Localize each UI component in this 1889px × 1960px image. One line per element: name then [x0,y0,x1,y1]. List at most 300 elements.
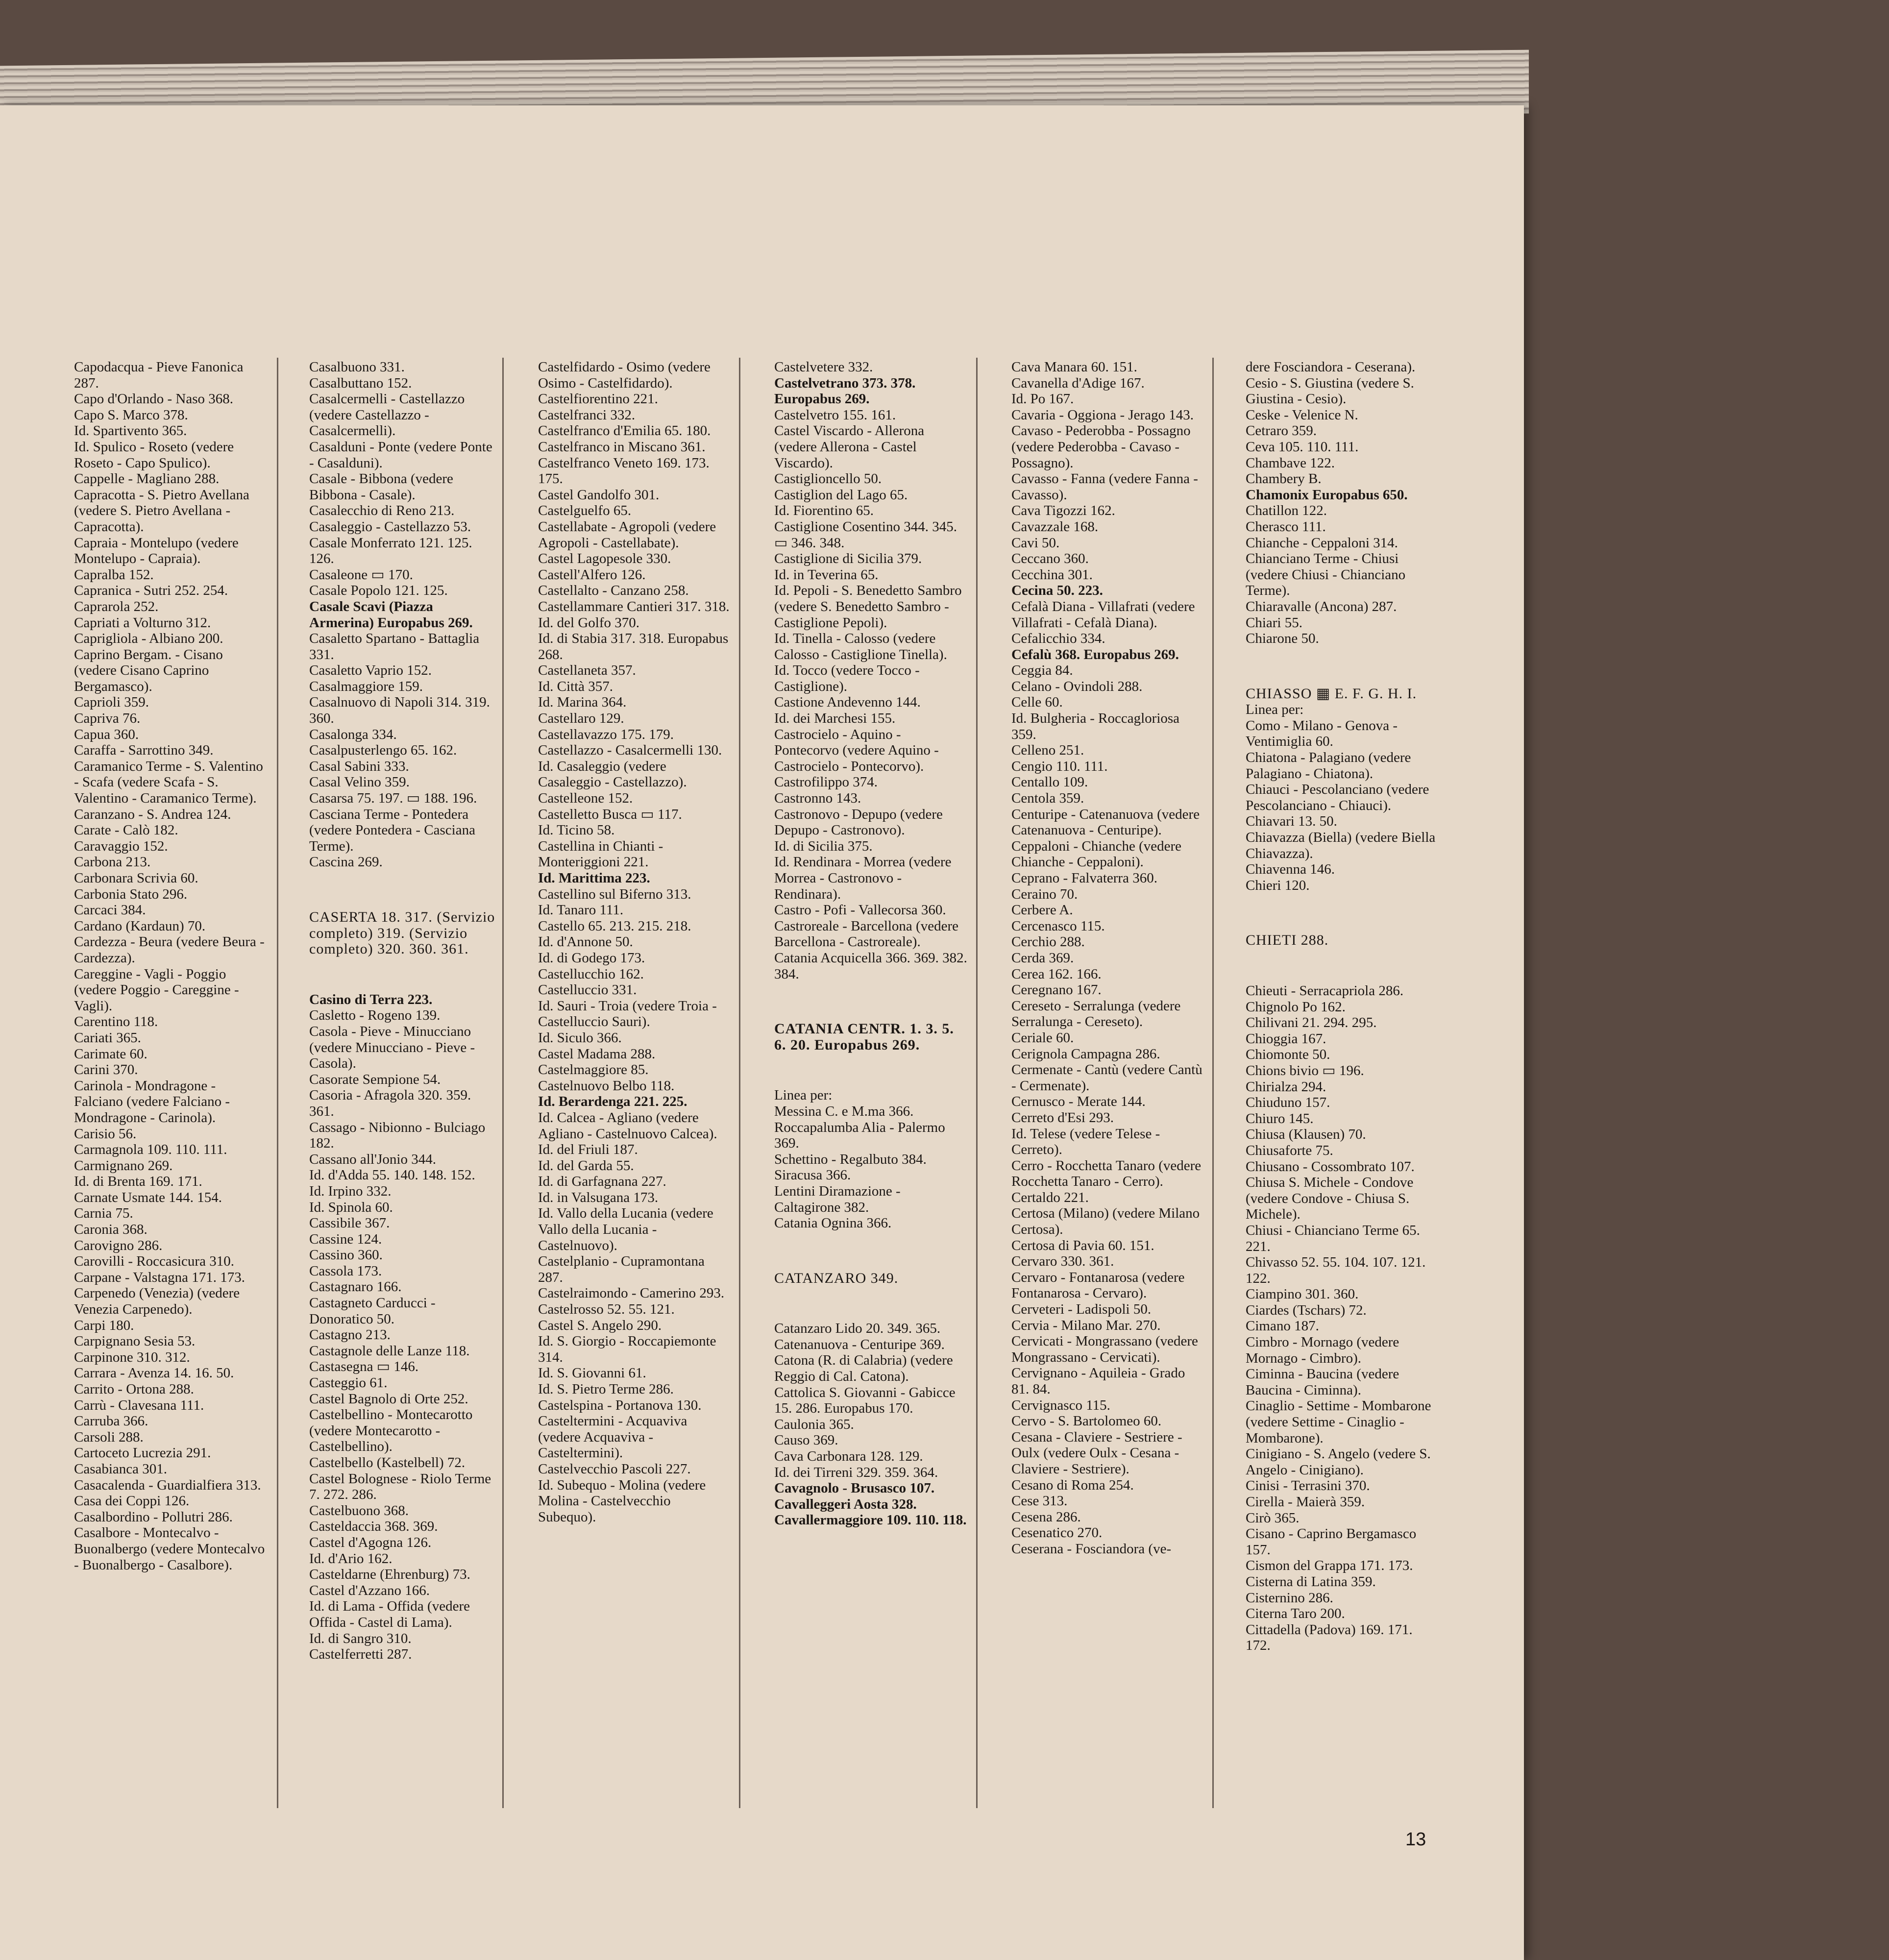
index-entry: Castelferretti 287. [309,1646,412,1663]
index-entry: Id. di Stabia 317. 318. Europabus 268. [538,631,729,662]
index-column-4 [752,359,967,1528]
section-heading: CASERTA 18. 317. (Servizio completo) 319. (Servizio completo) 320. 360. 361. [309,909,495,957]
index-entry: Id. d'Ario 162. [309,1550,393,1567]
index-entry: Chiavenna 146. [1246,861,1335,878]
index-entry: Chivasso 52. 55. 104. 107. 121. 122. [1246,1254,1426,1286]
index-entry: Ceva 105. 110. 111. [1246,439,1359,455]
index-entry: Casalonga 334. [309,726,397,742]
index-entry: Cetraro 359. [1246,423,1317,439]
index-entry: Id. Calcea - Agliano (vedere Agliano - Castelnuovo Calcea). [538,1109,717,1142]
index-entry: Id. S. Giorgio - Roccapiemonte 314. [538,1333,716,1365]
index-entry: Caprarola 252. [74,598,159,614]
section-gap [287,957,496,992]
directory-page [0,105,1524,1960]
index-entry: Centuripe - Catenanuova (vedere Catenanuova - Centuripe). [1011,806,1200,838]
index-entry: Causo 369. [774,1432,838,1448]
index-entry: Cesena 286. [1011,1509,1081,1525]
index-entry: Capracotta - S. Pietro Avellana (vedere S. Pietro Avellana - Capracotta). [74,487,249,535]
index-entry: Id. Tocco (vedere Tocco - Castiglione). [774,662,920,694]
index-entry: Cerchio 288. [1011,934,1085,950]
index-entry: Capraia - Montelupo (vedere Montelupo - Capraia). [74,535,239,567]
index-entry: Castell'Alfero 126. [538,566,646,583]
index-entry: Castel Bolognese - Riolo Terme 7. 272. 286. [309,1470,491,1503]
index-entry: Casarsa 75. 197. ▭ 188. 196. [309,790,477,807]
index-entry: Caulonia 365. [774,1416,854,1432]
index-entry: Cassano all'Jonio 344. [309,1151,436,1167]
index-entry: Id. S. Pietro Terme 286. [538,1381,674,1397]
index-entry: Castellaro 129. [538,710,624,727]
index-entry: Chieuti - Serracapriola 286. [1246,983,1404,999]
index-entry: Cervia - Milano Mar. 270. [1011,1317,1161,1333]
index-entry: Castelfranco in Miscano 361. [538,439,706,455]
index-entry: Cavi 50. [1011,535,1060,551]
index-entry: Castiglioncello 50. [774,471,882,487]
index-entry: Castello 65. 213. 215. 218. [538,918,691,934]
section-gap [752,1286,967,1321]
index-entry: Castel Madama 288. [538,1046,656,1062]
index-entry: Siracusa 366. [774,1167,851,1183]
index-entry: Id. Tanaro 111. [538,902,624,918]
index-entry: Chiomonte 50. [1246,1047,1330,1063]
index-entry: Chiavazza (Biella) (vedere Biella Chiavazza). [1246,830,1436,861]
index-entry: Castro - Pofi - Vallecorsa 360. [774,902,946,918]
index-entry: Cefalù 368. Europabus 269. [1011,646,1179,662]
index-entry: Cinigiano - S. Angelo (vedere S. Angelo - Cinigiano). [1246,1446,1431,1478]
index-entry: Id. Casaleggio (vedere Casaleggio - Castellazzo). [538,758,687,790]
index-entry: Cisano - Caprino Bergamasco 157. [1246,1526,1417,1558]
index-entry: Carimate 60. [74,1046,147,1062]
index-entry: Cerea 162. 166. [1011,966,1102,982]
index-entry: Messina C. e M.ma 366. [774,1103,914,1119]
index-entry: Castelfranco d'Emilia 65. 180. [538,423,711,439]
index-entry: Id. Città 357. [538,678,613,694]
index-entry: Lentini Diramazione - Caltagirone 382. [774,1183,901,1215]
index-entry: Chiusa (Klausen) 70. [1246,1127,1366,1143]
index-entry: Capriva 76. [74,710,141,727]
index-entry: Casaletto Spartano - Battaglia 331. [309,631,480,662]
index-entry: Chianciano Terme - Chiusi (vedere Chiusi - Chianciano Terme). [1246,551,1406,599]
index-entry: Castelvetro 155. 161. [774,407,896,423]
index-entry: Cavagnolo - Brusasco 107. [774,1480,935,1496]
index-entry: Castagneto Carducci - Donoratico 50. [309,1295,436,1327]
index-entry: Cernusco - Merate 144. [1011,1094,1146,1110]
index-entry: Id. Sauri - Troia (vedere Troia - Castelluccio Sauri). [538,998,717,1030]
column-divider [502,358,504,1808]
index-entry: Casciana Terme - Pontedera (vedere Pontedera - Casciana Terme). [309,806,475,854]
index-entry: Casaleone ▭ 170. [309,566,413,583]
index-entry: Chiatona - Palagiano (vedere Palagiano - Chiatona). [1246,750,1411,782]
section-gap [1223,647,1440,681]
index-entry: Carate - Calò 182. [74,822,178,838]
index-entry: Castagnaro 166. [309,1279,402,1295]
index-entry: Cefalà Diana - Villafrati (vedere Villafrati - Cefalà Diana). [1011,598,1195,631]
index-entry: Caprioli 359. [74,694,149,710]
index-entry: Cassine 124. [309,1231,382,1247]
index-entry: Casal Velino 359. [309,774,410,790]
index-entry: Catania Ognina 366. [774,1215,892,1231]
index-entry: Certosa di Pavia 60. 151. [1011,1237,1154,1253]
index-entry: Carbona 213. [74,854,151,870]
index-entry: Chiusano - Cossombrato 107. [1246,1158,1415,1175]
index-entry: Id. Spinola 60. [309,1199,393,1215]
index-entry: Chianche - Ceppaloni 314. [1246,535,1398,551]
index-entry: Ceriale 60. [1011,1029,1074,1046]
index-entry: Ceppaloni - Chianche (vedere Chianche - Ceppaloni). [1011,838,1182,870]
index-entry: Castellavazzo 175. 179. [538,726,674,742]
index-entry: Careggine - Vagli - Poggio (vedere Poggio - Careggine - Vagli). [74,966,239,1014]
index-entry: Cavaso - Pederobba - Possagno (vedere Pederobba - Cavaso - Possagno). [1011,423,1191,471]
index-entry: Casabianca 301. [74,1461,168,1477]
index-entry: Centallo 109. [1011,774,1088,790]
index-entry: Castelfiorentino 221. [538,391,658,407]
index-entry: Casale - Bibbona (vedere Bibbona - Casale). [309,471,453,503]
index-entry: Casalnuovo di Napoli 314. 319. 360. [309,694,490,727]
index-entry: Caprino Bergam. - Cisano (vedere Cisano Caprino Bergamasco). [74,646,223,694]
index-entry: Id. S. Giovanni 61. [538,1365,646,1381]
index-entry: Ceraino 70. [1011,886,1078,902]
index-entry: Id. Tinella - Calosso (vedere Calosso - Castiglione Tinella). [774,631,947,662]
index-entry: Castellammare Cantieri 317. 318. [538,598,730,614]
index-entry: dere Fosciandora - Ceserana). [1246,359,1416,375]
index-entry: Como - Milano - Genova - Ventimiglia 60. [1246,717,1398,750]
index-entry: Capranica - Sutri 252. 254. [74,583,228,599]
index-entry: Id. di Sicilia 375. [774,838,873,854]
index-entry: Carpignano Sesia 53. [74,1333,196,1349]
section-gap [1223,949,1440,983]
index-entry: Castel d'Agogna 126. [309,1534,432,1550]
column-divider [976,358,978,1808]
index-entry: Casalbuono 331. [309,359,405,375]
index-entry: Carmagnola 109. 110. 111. [74,1142,227,1158]
index-entry: Id. Berardenga 221. 225. [538,1094,687,1110]
index-entry: Caranzano - S. Andrea 124. [74,806,231,822]
index-entry: Cavazzale 168. [1011,518,1099,535]
index-entry: Castagno 213. [309,1327,391,1343]
index-entry: Casaletto Vaprio 152. [309,662,432,679]
index-entry: Cisterna di Latina 359. [1246,1573,1376,1590]
index-entry: Cimbro - Mornago (vedere Mornago - Cimbro). [1246,1334,1399,1366]
index-entry: Cesana - Claviere - Sestriere - Oulx (vedere Oulx - Cesana - Claviere - Sestriere). [1011,1429,1182,1477]
index-entry: Castiglion del Lago 65. [774,487,908,503]
index-entry: Casale Popolo 121. 125. [309,583,448,599]
index-entry: Chirialza 294. [1246,1078,1326,1095]
index-entry: Ceregnano 167. [1011,982,1102,998]
index-entry: Carisio 56. [74,1126,137,1142]
index-entry: Castel Lagopesole 330. [538,551,671,567]
index-entry: Castel Gandolfo 301. [538,487,660,503]
index-entry: Casteldaccia 368. 369. [309,1519,438,1535]
index-entry: Carrara - Avenza 14. 16. 50. [74,1365,234,1381]
index-entry: Carpenedo (Venezia) (vedere Venezia Carpenedo). [74,1285,240,1318]
index-entry: Id. di Garfagnana 227. [538,1174,666,1190]
index-entry: Id. Pepoli - S. Benedetto Sambro (vedere S. Benedetto Sambro - Castiglione Pepoli). [774,583,962,631]
index-entry: Chioggia 167. [1246,1030,1326,1047]
index-entry: Id. del Garda 55. [538,1157,634,1174]
index-entry: Cava Tigozzi 162. [1011,503,1115,519]
index-entry: Cardano (Kardaun) 70. [74,918,206,934]
section-gap [752,1231,967,1266]
index-entry: Id. di Lama - Offida (vedere Offida - Castel di Lama). [309,1598,470,1630]
index-entry: Cassola 173. [309,1263,382,1279]
index-entry: Id. di Brenta 169. 171. [74,1174,202,1190]
column-divider [739,358,740,1808]
index-entry: Casteltermini - Acquaviva (vedere Acquaviva - Casteltermini). [538,1413,687,1461]
index-entry: Casa dei Coppi 126. [74,1493,190,1509]
index-entry: Carnia 75. [74,1205,133,1222]
index-entry: Cappelle - Magliano 288. [74,471,220,487]
index-entry: Cecchina 301. [1011,566,1093,583]
index-entry: Catenanuova - Centuripe 369. [774,1336,945,1352]
index-entry: Carbonara Scrivia 60. [74,870,198,886]
index-entry: Castelfranco Veneto 169. 173. 175. [538,455,710,487]
index-entry: Cesio - S. Giustina (vedere S. Giustina - Cesio). [1246,375,1414,407]
index-entry: Cardezza - Beura (vedere Beura - Cardezza). [74,934,265,966]
index-entry: Carrù - Clavesana 111. [74,1397,204,1413]
index-entry: Cese 313. [1011,1493,1068,1509]
index-entry: Id. in Teverina 65. [774,566,879,583]
index-entry: Casalcermelli - Castellazzo (vedere Castellazzo - Casalcermelli). [309,391,465,439]
index-entry: Id. Ticino 58. [538,822,615,838]
index-entry: Id. dei Tirreni 329. 359. 364. [774,1464,938,1480]
index-entry: Cefalicchio 334. [1011,631,1105,647]
index-entry: Chignolo Po 162. [1246,999,1346,1015]
index-entry: Casalbuttano 152. [309,375,412,391]
index-entry: Chiauci - Pescolanciano (vedere Pescolanciano - Chiauci). [1246,782,1429,813]
index-entry: Castelraimondo - Camerino 293. [538,1285,725,1301]
index-entry: Caravaggio 152. [74,838,168,854]
index-entry: Cerveteri - Ladispoli 50. [1011,1301,1152,1318]
index-entry: Cismon del Grappa 171. 173. [1246,1558,1413,1574]
index-entry: Schettino - Regalbuto 384. [774,1151,927,1167]
index-entry: Castellaneta 357. [538,662,636,679]
index-entry: Catona (R. di Calabria) (vedere Reggio di Cal. Catona). [774,1352,953,1385]
index-entry: Casalbore - Montecalvo - Buonalbergo (vedere Montecalvo - Buonalbergo - Casalbore). [74,1525,265,1573]
index-entry: Castellina in Chianti - Monteriggioni 221. [538,838,663,870]
index-column-5 [989,359,1204,1557]
index-entry: Celle 60. [1011,694,1063,710]
index-entry: Castellalto - Canzano 258. [538,583,689,599]
index-entry: Cattolica S. Giovanni - Gabicce 15. 286. Europabus 170. [774,1384,956,1417]
index-entry: Id. Siculo 366. [538,1029,622,1046]
index-entry: Chilivani 21. 294. 295. [1246,1015,1377,1031]
index-entry: Id. Vallo della Lucania (vedere Vallo della Lucania - Castelnuovo). [538,1205,713,1253]
index-entry: Chiarone 50. [1246,631,1319,647]
section-gap [1223,893,1440,928]
index-entry: Casaleggio - Castellazzo 53. [309,518,471,535]
index-entry: Chamonix Europabus 650. [1246,487,1408,503]
index-entry: Chiuro 145. [1246,1110,1314,1127]
index-entry: Cava Manara 60. 151. [1011,359,1137,375]
index-entry: Cavasso - Fanna (vedere Fanna - Cavasso). [1011,471,1198,503]
section-heading: CATANZARO 349. [774,1270,899,1286]
index-entry: Casalmaggiore 159. [309,678,423,694]
index-entry: Chiusa S. Michele - Condove (vedere Condove - Chiusa S. Michele). [1246,1175,1414,1223]
index-entry: Caronia 368. [74,1222,147,1238]
index-entry: Capodacqua - Pieve Fanonica 287. [74,359,244,391]
index-entry: Id. del Friuli 187. [538,1142,638,1158]
index-entry: Cesano di Roma 254. [1011,1477,1134,1493]
index-entry: Ciminna - Baucina (vedere Baucina - Ciminna). [1246,1366,1399,1398]
index-entry: Castelfidardo - Osimo (vedere Osimo - Castelfidardo). [538,359,711,391]
index-entry: Casalbordino - Pollutri 286. [74,1509,233,1525]
index-entry: Casalduni - Ponte (vedere Ponte - Casalduni). [309,439,492,471]
index-entry: Caprigliola - Albiano 200. [74,631,223,647]
index-entry: Cinisi - Terrasini 370. [1246,1478,1370,1494]
index-entry: Castelluccio 331. [538,982,637,998]
index-entry: Carpinone 310. 312. [74,1349,190,1365]
index-entry: Certaldo 221. [1011,1189,1089,1205]
index-entry: Cerignola Campagna 286. [1011,1046,1160,1062]
page-number: 13 [1405,1829,1426,1850]
index-entry: Chambery B. [1246,471,1322,487]
index-entry: Id. Bulgheria - Roccagloriosa 359. [1011,710,1180,742]
index-entry: Castroreale - Barcellona (vedere Barcellona - Castroreale). [774,918,958,950]
index-entry: Ceske - Velenice N. [1246,407,1358,423]
index-entry: Casola - Pieve - Minucciano (vedere Minucciano - Pieve - Casola). [309,1023,475,1072]
index-entry: Chiaravalle (Ancona) 287. [1246,598,1397,614]
index-entry: Citerna Taro 200. [1246,1606,1345,1622]
index-entry: Carini 370. [74,1062,138,1078]
index-entry: Cascina 269. [309,854,383,870]
index-entry: Castasegna ▭ 146. [309,1359,419,1375]
index-column-1 [51,359,265,1573]
index-entry: Castelguelfo 65. [538,503,632,519]
index-entry: Castellabate - Agropoli (vedere Agropoli - Castellabate). [538,518,716,551]
column-divider [1212,358,1214,1808]
index-entry: Chiusaforte 75. [1246,1142,1333,1158]
index-entry: Roccapalumba Alia - Palermo 369. [774,1119,945,1152]
index-entry: Celano - Ovindoli 288. [1011,678,1143,694]
index-entry: Cava Carbonara 128. 129. [774,1448,923,1465]
index-entry: Castronovo - Depupo (vedere Depupo - Castronovo). [774,806,943,838]
index-entry: Id. Irpino 332. [309,1183,392,1199]
index-entry: Id. Po 167. [1011,391,1074,407]
index-entry: Cerda 369. [1011,950,1074,966]
index-entry: Id. d'Annone 50. [538,934,633,950]
index-entry: Id. d'Adda 55. 140. 148. 152. [309,1167,475,1183]
index-entry: Carpi 180. [74,1317,134,1333]
index-entry: Castellucchio 162. [538,966,644,982]
column-divider [277,358,278,1808]
index-entry: Centola 359. [1011,790,1084,807]
index-entry: Casalecchio di Reno 213. [309,503,455,519]
index-entry: Cermenate - Cantù (vedere Cantù - Cermenate). [1011,1062,1202,1094]
index-entry: Ciampino 301. 360. [1246,1286,1359,1302]
index-entry: Cesenatico 270. [1011,1525,1103,1541]
index-entry: Cavallermaggiore 109. 110. 118. [774,1512,967,1528]
index-entry: Id. di Godego 173. [538,950,645,966]
index-entry: Id. Rendinara - Morrea (vedere Morrea - Castronovo - Rendinara). [774,854,952,902]
index-entry: Id. Subequo - Molina (vedere Molina - Castelvecchio Subequo). [538,1477,706,1525]
index-entry: Carbonia Stato 296. [74,886,188,902]
index-entry: Castrofilippo 374. [774,774,878,790]
index-entry: Chambave 122. [1246,455,1335,471]
index-entry: Chiusi - Chianciano Terme 65. 221. [1246,1222,1420,1254]
index-entry: Id. Spulico - Roseto (vedere Roseto - Capo Spulico). [74,439,234,471]
index-entry: Castelleone 152. [538,790,633,807]
index-entry: Casteggio 61. [309,1375,388,1391]
index-entry: Castelbellino - Montecarotto (vedere Montecarotto - Castelbellino). [309,1407,473,1455]
index-entry: Capriati a Volturno 312. [74,614,211,631]
index-entry: Carcaci 384. [74,902,146,918]
index-entry: Cervo - S. Bartolomeo 60. [1011,1413,1162,1429]
section-heading: CHIETI 288. [1246,932,1329,949]
index-entry: Cervaro - Fontanarosa (vedere Fontanarosa - Cervaro). [1011,1269,1185,1301]
index-entry: Cervaro 330. 361. [1011,1253,1114,1270]
index-entry: Id. Fiorentino 65. [774,503,874,519]
index-entry: Cimano 187. [1246,1318,1319,1334]
index-entry: Cittadella (Padova) 169. 171. 172. [1246,1621,1413,1654]
index-entry: Carovigno 286. [74,1237,163,1253]
index-entry: Cervignano - Aquileia - Grado 81. 84. [1011,1365,1185,1397]
index-entry: Capua 360. [74,726,139,742]
index-entry: Castelplanio - Cupramontana 287. [538,1253,705,1285]
index-entry: Cavaria - Oggiona - Jerago 143. [1011,407,1194,423]
index-entry: Id. Spartivento 365. [74,423,187,439]
index-entry: Carpane - Valstagna 171. 173. [74,1269,245,1285]
index-entry: Castellazzo - Casalcermelli 130. [538,742,722,759]
index-entry: Ceccano 360. [1011,551,1089,567]
index-entry: Id. del Golfo 370. [538,614,639,631]
index-entry: Casorate Sempione 54. [309,1071,441,1087]
index-entry: Castronno 143. [774,790,861,807]
section-gap [752,1053,967,1087]
index-entry: Id. dei Marchesi 155. [774,710,896,727]
index-entry: Ceggia 84. [1011,662,1073,679]
index-entry: Catanzaro Lido 20. 349. 365. [774,1321,941,1337]
section-heading: CHIASSO ▦ E. F. G. H. I. [1246,685,1417,702]
index-entry: Castelspina - Portanova 130. [538,1397,702,1413]
index-entry: Cerreto d'Esi 293. [1011,1109,1114,1126]
index-entry: Cartoceto Lucrezia 291. [74,1445,211,1461]
index-entry: Cavalleggeri Aosta 328. [774,1496,917,1512]
index-entry: Certosa (Milano) (vedere Milano Certosa). [1011,1205,1200,1238]
index-entry: Id. di Sangro 310. [309,1630,412,1646]
index-entry: Ceprano - Falvaterra 360. [1011,870,1157,886]
index-entry: Cirò 365. [1246,1510,1300,1526]
index-entry: Chiari 55. [1246,614,1302,631]
index-entry: Id. Marina 364. [538,694,627,710]
index-entry: Caraffa - Sarrottino 349. [74,742,214,759]
index-entry: Castelbuono 368. [309,1502,409,1519]
index-entry: Carsoli 288. [74,1429,144,1445]
index-entry: Id. Telese (vedere Telese - Cerreto). [1011,1126,1160,1158]
index-entry: Chiuduno 157. [1246,1095,1330,1111]
index-entry: Capralba 152. [74,566,154,583]
index-entry: Castellino sul Biferno 313. [538,886,691,902]
index-entry: Cirella - Maierà 359. [1246,1494,1365,1510]
index-column-2 [287,359,496,1663]
index-entry: Castagnole delle Lanze 118. [309,1343,470,1359]
index-entry: Carruba 366. [74,1413,148,1429]
index-entry: Cerro - Rocchetta Tanaro (vedere Rocchetta Tanaro - Cerro). [1011,1157,1202,1190]
index-entry: Chieri 120. [1246,877,1310,893]
index-entry: Castelfranci 332. [538,407,636,423]
index-column-3 [515,359,731,1525]
index-entry: Castel Viscardo - Allerona (vedere Allerona - Castel Viscardo). [774,423,925,471]
index-entry: Castel Bagnolo di Orte 252. [309,1391,468,1407]
index-entry: Castelrosso 52. 55. 121. [538,1301,675,1318]
section-gap [287,870,496,905]
index-entry: Catania Acquicella 366. 369. 382. 384. [774,950,967,982]
index-entry: Cercenasco 115. [1011,918,1105,934]
index-entry: Carrito - Ortona 288. [74,1381,194,1397]
index-entry: Ceserana - Fosciandora (ve- [1011,1541,1172,1557]
index-entry: Castelvecchio Pascoli 227. [538,1461,691,1477]
index-entry: Cecina 50. 223. [1011,583,1103,599]
index-entry: Casteldarne (Ehrenburg) 73. [309,1567,470,1583]
index-entry: Carmignano 269. [74,1157,173,1174]
